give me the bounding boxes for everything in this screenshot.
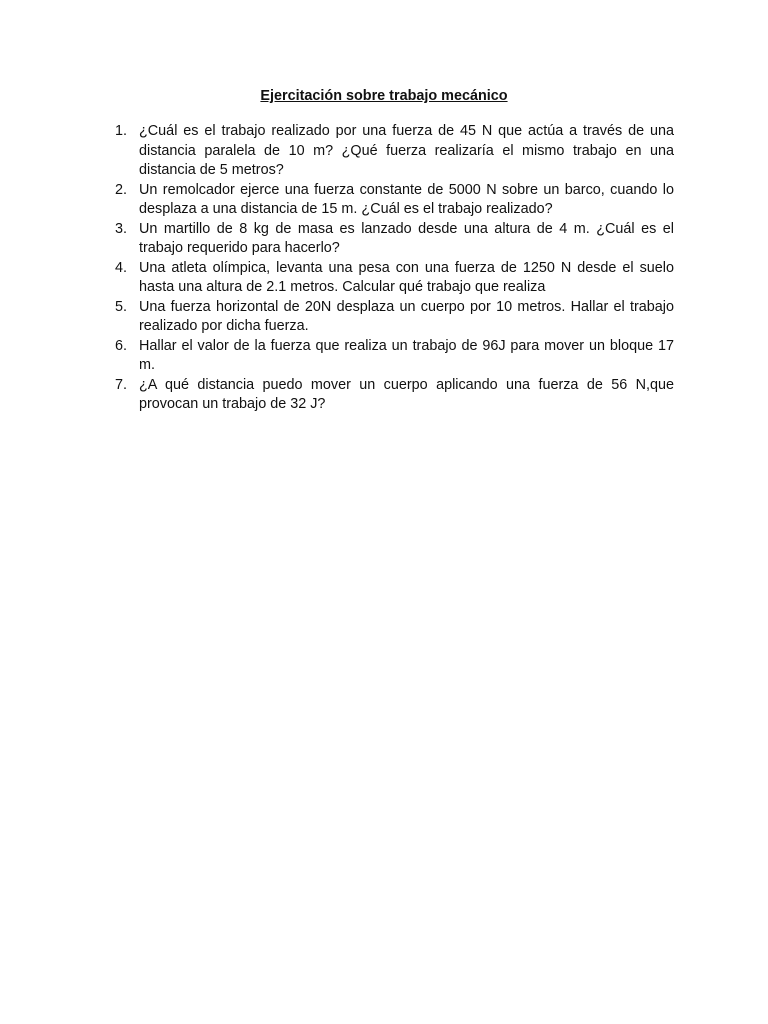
exercise-text: Una fuerza horizontal de 20N desplaza un cuerpo por 10 metros. Hallar el trabajo realizado por dicha fuerza.: [139, 298, 674, 334]
exercise-number: 5.: [115, 298, 128, 315]
exercise-text: Un martillo de 8 kg de masa es lanzado desde una altura de 4 m. ¿Cuál es el trabajo requerido para hacerlo?: [139, 220, 674, 256]
exercise-number: 4.: [115, 259, 128, 276]
exercise-item-2: [115, 181, 674, 220]
exercise-text: ¿Cuál es el trabajo realizado por una fuerza de 45 N que actúa a través de una distancia paralela de 10 m? ¿Qué fuerza realizaría el mismo trabajo en una distancia de 5 metros?: [139, 123, 674, 178]
exercise-item-6: [115, 337, 674, 376]
exercise-text: Un remolcador ejerce una fuerza constante de 5000 N sobre un barco, cuando lo desplaza a una distancia de 15 m. ¿Cuál es el trabajo realizado?: [139, 181, 674, 217]
exercise-number: 3.: [115, 220, 128, 237]
exercise-number: 2.: [115, 181, 128, 198]
exercise-item-7: [115, 376, 674, 415]
exercise-number: 7.: [115, 376, 128, 393]
exercise-item-4: [115, 259, 674, 298]
exercise-text: Una atleta olímpica, levanta una pesa con una fuerza de 1250 N desde el suelo hasta una altura de 2.1 metros. Calcular qué trabajo que realiza: [139, 259, 674, 295]
exercise-number: 6.: [115, 337, 128, 354]
exercise-item-3: [115, 220, 674, 259]
exercise-item-1: [115, 122, 674, 181]
exercise-text: Hallar el valor de la fuerza que realiza un trabajo de 96J para mover un bloque 17 m.: [139, 337, 674, 373]
document-title: Ejercitación sobre trabajo mecánico: [260, 88, 508, 104]
exercise-list: [115, 122, 674, 415]
exercise-number: 1.: [115, 123, 128, 139]
exercise-item-5: [115, 298, 674, 337]
exercise-text: ¿A qué distancia puedo mover un cuerpo aplicando una fuerza de 56 N,que provocan un trabajo de 32 J?: [139, 376, 674, 412]
